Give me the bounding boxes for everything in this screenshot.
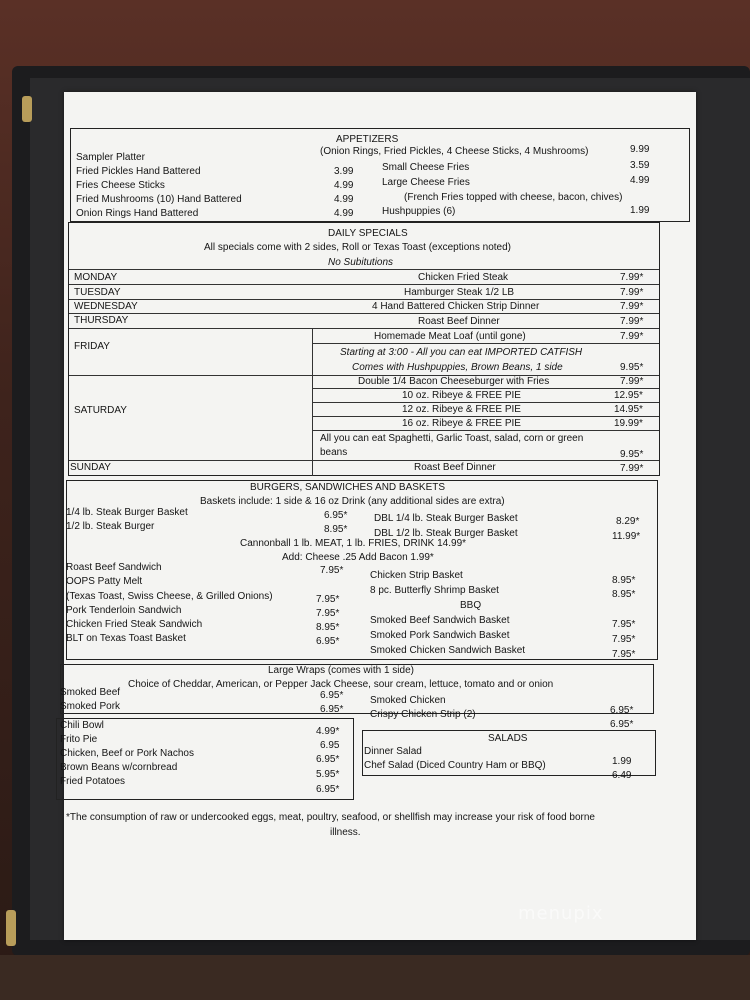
app-left-name: Onion Rings Hand Battered bbox=[76, 208, 199, 219]
day-thursday: THURSDAY bbox=[74, 315, 129, 326]
burger-item: DBL 1/4 lb. Steak Burger Basket bbox=[374, 513, 518, 524]
wrap-item: Crispy Chicken Strip (2) bbox=[370, 709, 476, 720]
sandwich-price: 6.95* bbox=[316, 636, 340, 647]
side-item: Chili Bowl bbox=[60, 720, 104, 731]
side-item: Brown Beans w/cornbread bbox=[60, 762, 178, 773]
special-item: Double 1/4 Bacon Cheeseburger with Fries bbox=[358, 376, 550, 387]
app-right-name: Large Cheese Fries bbox=[382, 177, 470, 188]
sampler-name: Sampler Platter bbox=[76, 152, 145, 163]
basket-item: Smoked Chicken Sandwich Basket bbox=[370, 645, 526, 656]
app-left-price: 4.99 bbox=[334, 194, 354, 205]
side-price: 6.95* bbox=[316, 784, 340, 795]
basket-price: 7.95* bbox=[612, 619, 636, 630]
wrap-price: 6.95* bbox=[320, 704, 344, 715]
day-monday: MONDAY bbox=[74, 272, 118, 283]
side-price: 6.95 bbox=[320, 740, 340, 751]
burgers-subtitle: Baskets include: 1 side & 16 oz Drink (any additional sides are extra) bbox=[200, 496, 505, 507]
basket-item: Smoked Beef Sandwich Basket bbox=[370, 615, 510, 626]
app-left-price: 4.99 bbox=[334, 208, 354, 219]
menu-page bbox=[60, 92, 696, 940]
basket-item: Smoked Pork Sandwich Basket bbox=[370, 630, 510, 641]
sandwich-item: BLT on Texas Toast Basket bbox=[66, 633, 186, 644]
specials-subtitle: All specials come with 2 sides, Roll or Texas Toast (exceptions noted) bbox=[204, 242, 511, 253]
day-sunday: SUNDAY bbox=[70, 462, 111, 473]
sandwich-price: 7.95* bbox=[316, 608, 340, 619]
special-item: 4 Hand Battered Chicken Strip Dinner bbox=[372, 301, 540, 312]
special-item: Homemade Meat Loaf (until gone) bbox=[374, 331, 526, 342]
wrap-price: 6.95* bbox=[320, 690, 344, 701]
app-left-name: Fried Pickles Hand Battered bbox=[76, 166, 201, 177]
special-item: Roast Beef Dinner bbox=[418, 316, 500, 327]
burger-item: 1/4 lb. Steak Burger Basket bbox=[66, 507, 188, 518]
app-left-name: Fries Cheese Sticks bbox=[76, 180, 165, 191]
cannonball-special: Cannonball 1 lb. MEAT, 1 lb. FRIES, DRINK 14.99* bbox=[240, 538, 467, 549]
wrap-price: 6.95* bbox=[610, 719, 634, 730]
sandwich-item: OOPS Patty Melt bbox=[66, 576, 143, 587]
day-friday: FRIDAY bbox=[74, 341, 110, 352]
specials-title: DAILY SPECIALS bbox=[328, 228, 408, 239]
special-item: Chicken Fried Steak bbox=[418, 272, 509, 283]
special-item: Roast Beef Dinner bbox=[414, 462, 496, 473]
menupix-watermark: menupix bbox=[518, 903, 604, 924]
sandwich-item: (Texas Toast, Swiss Cheese, & Grilled Onions) bbox=[66, 591, 273, 602]
special-price: 7.99* bbox=[620, 316, 644, 327]
special-item: 12 oz. Ribeye & FREE PIE bbox=[402, 404, 521, 415]
side-item: Chicken, Beef or Pork Nachos bbox=[60, 748, 194, 759]
specials-note: No Subitutions bbox=[328, 257, 394, 268]
special-price: 7.99* bbox=[620, 331, 644, 342]
special-price: 7.99* bbox=[620, 287, 644, 298]
side-item: Frito Pie bbox=[60, 734, 98, 745]
sandwich-price: 8.95* bbox=[316, 622, 340, 633]
special-price: 7.99* bbox=[620, 272, 644, 283]
disclaimer: *The consumption of raw or undercooked eggs, meat, poultry, seafood, or shellfish may increase your risk of food borne bbox=[66, 812, 595, 823]
salads-title: SALADS bbox=[488, 733, 528, 744]
app-right-price: 4.99 bbox=[630, 175, 650, 186]
special-item: beans bbox=[320, 447, 348, 458]
wrap-price: 6.95* bbox=[610, 705, 634, 716]
wrap-item: Smoked Chicken bbox=[370, 695, 446, 706]
sandwich-price: 7.95* bbox=[316, 594, 340, 605]
special-item: 16 oz. Ribeye & FREE PIE bbox=[402, 418, 521, 429]
app-right-name: (French Fries topped with cheese, bacon, chives) bbox=[404, 192, 623, 203]
day-tuesday: TUESDAY bbox=[74, 287, 121, 298]
floor bbox=[0, 955, 750, 1000]
wrap-item: Smoked Pork bbox=[60, 701, 121, 712]
binder-corner-top bbox=[22, 96, 32, 122]
salad-item: Chef Salad (Diced Country Ham or BBQ) bbox=[364, 760, 546, 771]
special-price: 14.95* bbox=[614, 404, 643, 415]
app-left-name: Fried Mushrooms (10) Hand Battered bbox=[76, 194, 242, 205]
sandwich-item: Pork Tenderloin Sandwich bbox=[66, 605, 182, 616]
disclaimer-line2: illness. bbox=[330, 827, 361, 838]
special-price: 12.95* bbox=[614, 390, 643, 401]
special-price: 9.95* bbox=[620, 449, 644, 460]
app-right-price: 3.59 bbox=[630, 160, 650, 171]
side-item: Fried Potatoes bbox=[60, 776, 126, 787]
burger-item: 1/2 lb. Steak Burger bbox=[66, 521, 155, 532]
app-right-name: Small Cheese Fries bbox=[382, 162, 470, 173]
salad-price: 6.49 bbox=[612, 770, 632, 781]
special-price: 7.99* bbox=[620, 301, 644, 312]
burger-addons: Add: Cheese .25 Add Bacon 1.99* bbox=[282, 552, 434, 563]
day-wednesday: WEDNESDAY bbox=[74, 301, 138, 312]
salad-item: Dinner Salad bbox=[364, 746, 422, 757]
sampler-description: (Onion Rings, Fried Pickles, 4 Cheese Sticks, 4 Mushrooms) bbox=[320, 146, 589, 157]
basket-price: 8.95* bbox=[612, 575, 636, 586]
wraps-subtitle: Choice of Cheddar, American, or Pepper Jack Cheese, sour cream, lettuce, tomato and or onion bbox=[128, 679, 554, 690]
app-left-price: 3.99 bbox=[334, 166, 354, 177]
sandwich-item: Roast Beef Sandwich bbox=[66, 562, 162, 573]
binder-corner-bottom bbox=[6, 910, 16, 946]
special-price: 7.99* bbox=[620, 463, 644, 474]
app-left-price: 4.99 bbox=[334, 180, 354, 191]
sandwich-price: 7.95* bbox=[320, 565, 344, 576]
basket-price: 8.95* bbox=[612, 589, 636, 600]
wraps-title: Large Wraps (comes with 1 side) bbox=[268, 665, 414, 676]
day-saturday: SATURDAY bbox=[74, 405, 127, 416]
basket-item: 8 pc. Butterfly Shrimp Basket bbox=[370, 585, 499, 596]
special-item: Hamburger Steak 1/2 LB bbox=[404, 287, 515, 298]
basket-item: Chicken Strip Basket bbox=[370, 570, 463, 581]
burger-price: 6.95* bbox=[324, 510, 348, 521]
burger-price: 11.99* bbox=[612, 531, 641, 542]
sandwich-item: Chicken Fried Steak Sandwich bbox=[66, 619, 203, 630]
burger-item: DBL 1/2 lb. Steak Burger Basket bbox=[374, 528, 518, 539]
special-item: All you can eat Spaghetti, Garlic Toast, salad, corn or green bbox=[320, 433, 584, 444]
burgers-title: BURGERS, SANDWICHES AND BASKETS bbox=[250, 482, 446, 493]
burger-price: 8.29* bbox=[616, 516, 640, 527]
special-price: 7.99* bbox=[620, 376, 644, 387]
burger-price: 8.95* bbox=[324, 524, 348, 535]
side-price: 4.99* bbox=[316, 726, 340, 737]
special-item: 10 oz. Ribeye & FREE PIE bbox=[402, 390, 521, 401]
salad-price: 1.99 bbox=[612, 756, 632, 767]
special-price: 19.99* bbox=[614, 418, 643, 429]
app-right-name: Hushpuppies (6) bbox=[382, 206, 456, 217]
bbq-header: BBQ bbox=[460, 600, 482, 611]
basket-price: 7.95* bbox=[612, 634, 636, 645]
side-price: 6.95* bbox=[316, 754, 340, 765]
wrap-item: Smoked Beef bbox=[60, 687, 121, 698]
app-right-price: 1.99 bbox=[630, 205, 650, 216]
special-item: Starting at 3:00 - All you can eat IMPORTED CATFISH bbox=[340, 347, 583, 358]
special-price: 9.95* bbox=[620, 362, 644, 373]
basket-price: 7.95* bbox=[612, 649, 636, 660]
side-price: 5.95* bbox=[316, 769, 340, 780]
special-item: Comes with Hushpuppies, Brown Beans, 1 side bbox=[352, 362, 563, 373]
appetizers-title: APPETIZERS bbox=[336, 134, 399, 145]
sampler-price: 9.99 bbox=[630, 144, 650, 155]
